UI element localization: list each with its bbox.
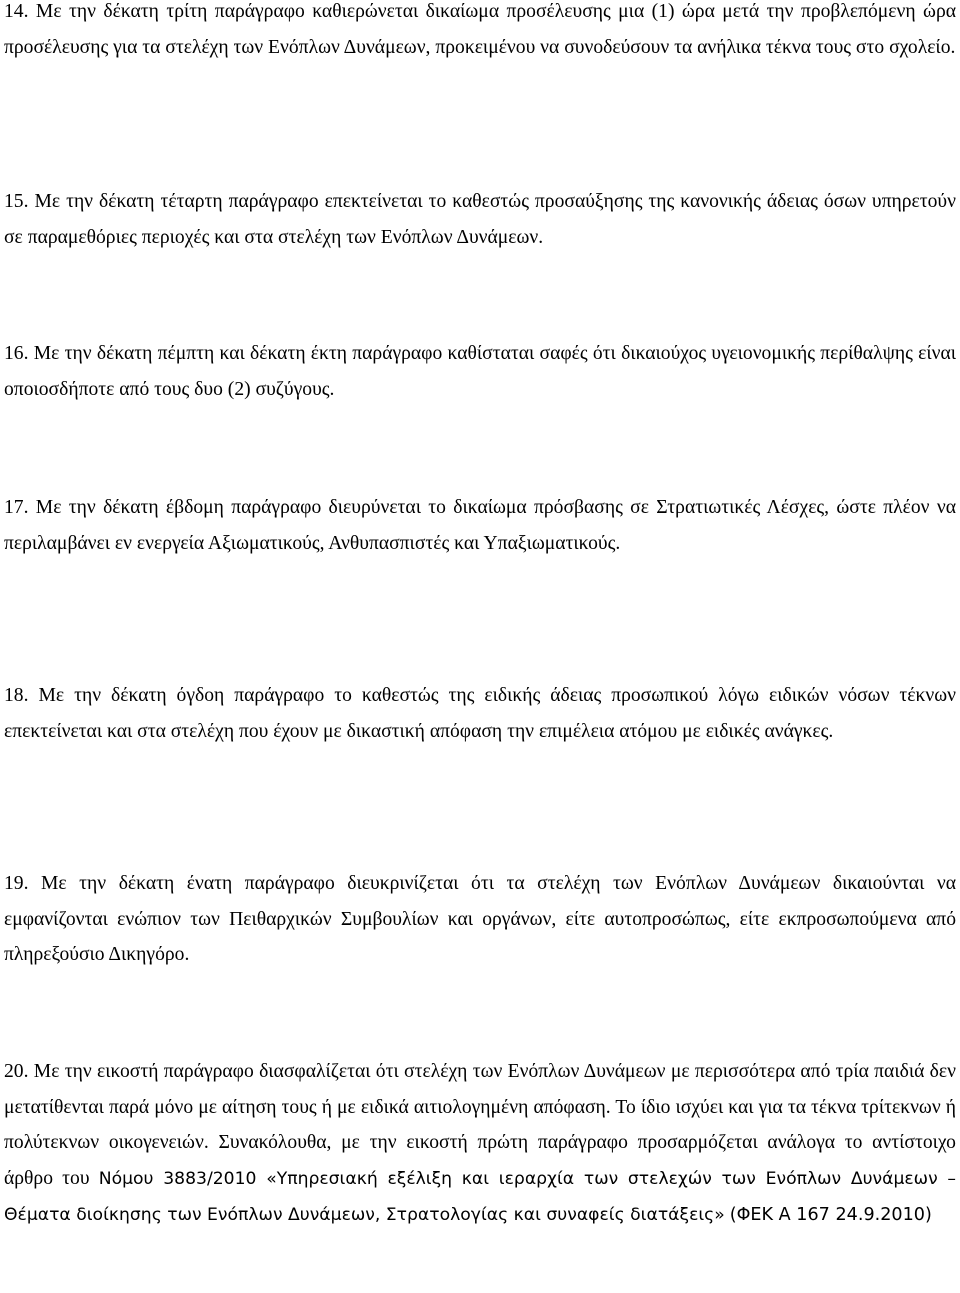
paragraph-19: 19. Με την δέκατη ένατη παράγραφο διευκρινίζεται ότι τα στελέχη των Ενόπλων Δυνάμεων δικαιούνται να εμφανίζονται ενώπιον των Πειθαρχικών Συμβουλίων και οργάνων, είτε αυτοπροσώπως, είτε εκπροσωπούμενα από πληρεξούσιο Δικηγόρο. <box>4 873 956 965</box>
gazette-reference: (ΦΕΚ Α 167 24.9.2010) <box>729 1205 932 1225</box>
paragraph-15: 15. Με την δέκατη τέταρτη παράγραφο επεκτείνεται το καθεστώς προσαύξησης της κανονικής άδειας όσων υπηρετούν σε παραμεθόριες περιοχές και στα στελέχη των Ενόπλων Δυνάμεων. <box>4 191 956 248</box>
law-reference: Νόμου 3883/2010 «Υπηρεσιακή εξέλιξη και ιεραρχία των στελεχών των Ενόπλων Δυνάμεων – Θέματα διοίκησης των Ενόπλων Δυνάμεων, Στρατολογίας και συναφείς διατάξεις» <box>4 1168 956 1225</box>
paragraph-14: 14. Με την δέκατη τρίτη παράγραφο καθιερώνεται δικαίωμα προσέλευσης μια (1) ώρα μετά την προβλεπόμενη ώρα προσέλευσης για τα στελέχη των Ενόπλων Δυνάμεων, προκειμένου να συνοδεύσουν τα ανήλικα τέκνα τους στο σχολείο. <box>4 1 956 58</box>
paragraph-16: 16. Με την δέκατη πέμπτη και δέκατη έκτη παράγραφο καθίσταται σαφές ότι δικαιούχος υγειονομικής περίθαλψης είναι οποιοσδήποτε από τους δυο (2) συζύγους. <box>4 343 956 400</box>
paragraph-18: 18. Με την δέκατη όγδοη παράγραφο το καθεστώς της ειδικής άδειας προσωπικού λόγω ειδικών νόσων τέκνων επεκτείνεται και στα στελέχη που έχουν με δικαστική απόφαση την επιμέλεια ατόμου με ειδικές ανάγκες. <box>4 685 956 742</box>
paragraph-20 <box>4 1054 956 1234</box>
paragraph-20-continuation: Συνακόλουθα, με την εικοστή πρώτη παράγραφο προσαρμόζεται ανάλογα το αντίστοιχο άρθρο του <box>4 1132 956 1189</box>
paragraph-20-text: 20. Με την εικοστή παράγραφο διασφαλίζεται ότι στελέχη των Ενόπλων Δυνάμεων με περισσότερα από τρία παιδιά δεν μετατίθενται παρά μόνο με αίτηση τους ή με ειδικά αιτιολογημένη απόφαση. Το ίδιο ισχύει και για τα τέκνα τρίτεκνων ή πολύτεκνων οικογενειών. <box>4 1061 956 1153</box>
paragraph-17: 17. Με την δέκατη έβδομη παράγραφο διευρύνεται το δικαίωμα πρόσβασης σε Στρατιωτικές Λέσχες, ώστε πλέον να περιλαμβάνει εν ενεργεία Αξιωματικούς, Ανθυπασπιστές και Υπαξιωματικούς. <box>4 497 956 554</box>
